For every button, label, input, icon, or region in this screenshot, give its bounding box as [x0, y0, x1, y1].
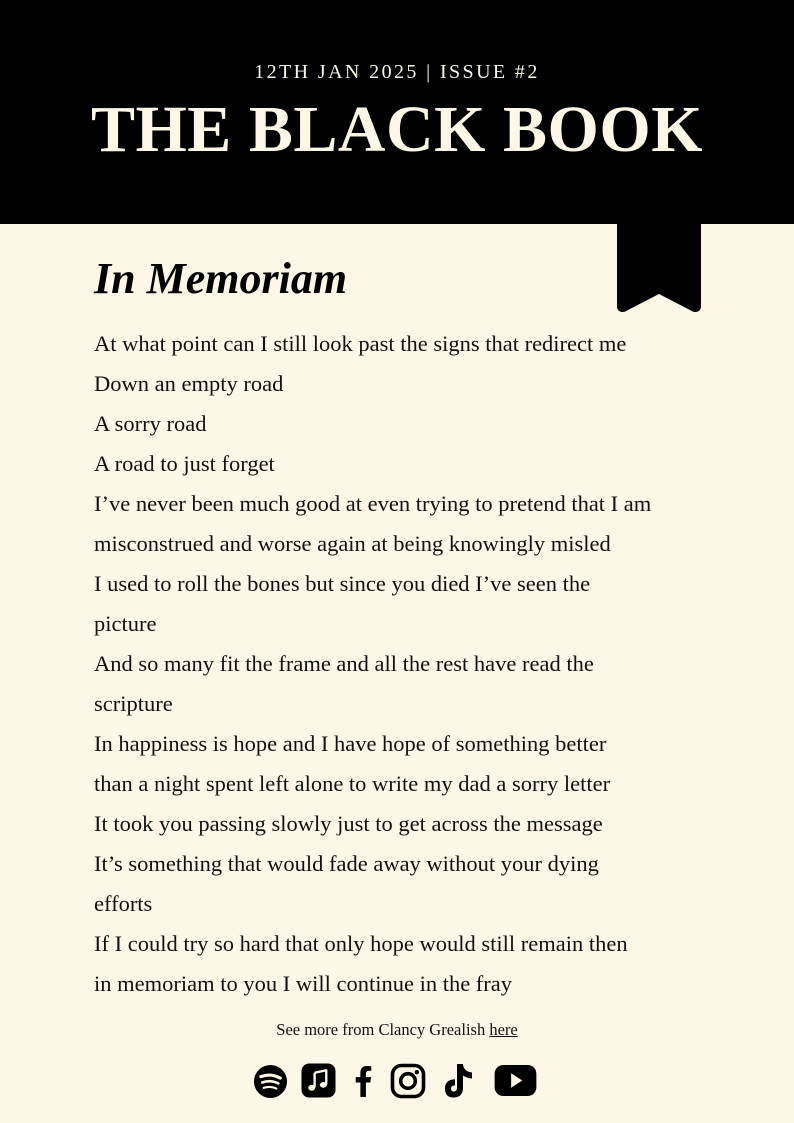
poem-line: A sorry road [94, 411, 207, 436]
bookmark-ribbon-icon [617, 222, 701, 312]
poem-line: scripture [94, 691, 173, 716]
apple-music-icon[interactable] [301, 1063, 336, 1098]
see-more-text: See more from Clancy Grealish [276, 1020, 490, 1039]
poem-title: In Memoriam [94, 254, 348, 303]
facebook-icon[interactable] [351, 1064, 375, 1099]
poem-line: It’s something that would fade away without your dying [94, 851, 599, 876]
poem-line: in memoriam to you I will continue in the fray [94, 971, 513, 996]
poem-line: And so many fit the frame and all the rest have read the [94, 651, 594, 676]
poem-line: efforts [94, 891, 153, 916]
poem-line: Down an empty road [94, 371, 284, 396]
poem-line: It took you passing slowly just to get across the message [94, 811, 603, 836]
see-more-link[interactable]: here [489, 1020, 518, 1039]
tiktok-icon[interactable] [445, 1064, 472, 1098]
poem-body [94, 324, 714, 1004]
see-more-line [0, 1018, 794, 1042]
issue-line: 12TH JAN 2025 | ISSUE #2 [254, 61, 540, 83]
spotify-icon[interactable] [253, 1064, 288, 1099]
poem-line: than a night spent left alone to write my dad a sorry letter [94, 771, 611, 796]
poem-line: misconstrued and worse again at being knowingly misled [94, 531, 611, 556]
header-banner [0, 0, 794, 224]
poem-line: In happiness is hope and I have hope of something better [94, 731, 607, 756]
poem-line: I used to roll the bones but since you died I’ve seen the [94, 571, 591, 596]
youtube-icon[interactable] [494, 1064, 537, 1097]
poem-line: At what point can I still look past the signs that redirect me [94, 331, 627, 356]
masthead-title: THE BLACK BOOK [90, 93, 704, 166]
instagram-icon[interactable] [390, 1063, 426, 1099]
social-links [0, 1060, 794, 1106]
poem-line: If I could try so hard that only hope would still remain then [94, 931, 628, 956]
poem-line: A road to just forget [94, 451, 275, 476]
poem-line: picture [94, 611, 157, 636]
poem-line: I’ve never been much good at even trying to pretend that I am [94, 491, 652, 516]
